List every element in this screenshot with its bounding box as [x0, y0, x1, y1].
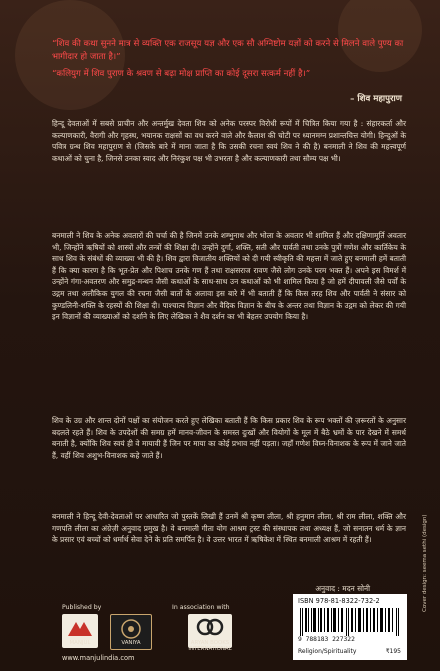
- avatar-paragraph: बनमाली ने शिव के अनेक अवतारों की चर्चा की है जिनमें उनके शम्भुनाथ और भोला के अवतार भी शामिल हैं और दक्षिणामूर्ति अवतार भी, जिन्होंने ऋषियों को शास्त्रों और तन्त्रों की शिक्षा दी। उन्होंने दुर्गा, शक्ति, सती और पार्वती तथा उनके पुत्रों गणेश और कार्तिकेय के साथ शिव के संबंधों की व्याख्या भी की है। शिव द्वारा विजातीय शक्तियों को दी गयी स्वीकृति की महत्ता में जाते हुए बनमाली हमें बताती हैं कि क्या कारण है कि भूत-प्रेत और पिशाच उनके गण हैं तथा राक्षसराज रावण जैसे लोग उनके परम भक्त हैं। अपने इस विमर्श में उन्होंने गंगा-अवतरण और समुद्र-मन्थन जैसी कथाओं के साथ-साथ उन कथाओं को भी शामिल किया है जो हमें दीपावली जैसे पर्वों के उद्गम तथा अलौकिक युगल की रचना जैसी बातों के अलावा इस बारे में भी बताती हैं कि किस तरह शिव और पार्वती ने संसार को कुण्डलिनी-शक्ति के रहस्यों की शिक्षा दी। पाश्चात्य विज्ञान और वैदिक विज्ञान के बीच के अन्तर तथा विज्ञान के उद्गम को लेकर की गयी इन विज्ञानों की व्याख्याओं को दर्शाने के लिए लेखिका ने शैव दर्शन का भी बेहतर उपयोग किया है।: [52, 231, 406, 322]
- book-price: ₹195: [385, 648, 401, 655]
- cover-design-credit: Cover design: seema sethi (design): [422, 514, 428, 612]
- barcode-panel: [293, 594, 407, 660]
- kali-yuga-quote: “कलियुग में शिव पुराण के श्रवण से बढ़ा मोक्ष प्राप्ति का कोई दूसरा सत्कर्म नहीं है।”: [52, 69, 311, 79]
- aryan-caption: ARYAN BOOKS INTERNATIONAL: [188, 640, 232, 652]
- intro-paragraph: हिन्दू देवताओं में सबसे प्राचीन और अन्तर्मुख देवता शिव को अनेक परस्पर विरोधी रूपों में चित्रित किया गया है : संहारकर्ता और कल्याणकारी, वैरागी और गृहस्थ, भयानक राक्षसों का वध करने वाले और कैलाश की चोटी पर ध्यानमग्न प्रशान्तचित्त योगी। हिन्दुओं के पवित्र ग्रन्थ शिव महापुराण से (जिसके बारे में माना जाता है कि उसकी रचना स्वयं शिव ने की है) बनमाली ने शिव की महत्त्वपूर्ण कथाओं को चुना है, जिनसे उनका स्वाद और निरंकुश पक्ष भी उभरता है और कल्याणकारी तथा सौम्य पक्ष भी।: [52, 119, 406, 163]
- fierce-peaceful-paragraph: शिव के उग्र और शान्त दोनों पक्षों का संयोजन करते हुए लेखिका बताती हैं कि किस प्रकार शिव के रूप भक्तों की ज़रूरतों के अनुसार बदलते रहते हैं। शिव के उपदेशों की समग्र हमें मानव-जीवन के समस्त दुःखों और वियोगों के मूल में बैठे भ्रमों के पार देखने में समर्थ बनाती है, क्योंकि शिव स्वयं ही वे मायावी हैं जिन पर माया का कोई प्रभाव नहीं पड़ता। जहाँ गणेश विघ्न-विनाशक के रूप में जाने जाते हैं, वहीं शिव अशुभ-विनाशक कहे जाते हैं।: [52, 416, 406, 460]
- translator-credit: अनुवाद : मदन सोनी: [315, 584, 370, 593]
- top-quote: “शिव की कथा सुनने मात्र से व्यक्ति एक राजसूय यज्ञ और एक सौ अग्निष्टोम यज्ञों को करने से मिलने वाले पुण्य का भागीदार हो जाता है।”: [52, 39, 404, 62]
- barcode-number: 9 788183 227322: [298, 636, 355, 643]
- author-bio-paragraph: बनमाली ने हिन्दू देवी-देवताओं पर आधारित जो पुस्तकें लिखी हैं उनमें श्री कृष्ण लीला, श्री हनुमान लीला, श्री राम लीला, शक्ति और गणपति लीला का अंग्रेज़ी अनुवाद प्रमुख है। वे बनमाली गीता योग आश्रम ट्रस्ट की संस्थापक तथा अध्यक्ष हैं, जो सनातन धर्म के ज्ञान के प्रसार एवं बच्चों को धर्मार्थ सेवा देने के प्रति समर्पित है। वे उत्तर भारत में ऋषिकेश में स्थित बनमाली आश्रम में रहती हैं।: [52, 512, 406, 545]
- published-by-label: Published by: [62, 604, 102, 611]
- barcode-image: [299, 608, 401, 636]
- manjul-caption: MANJUL: [69, 640, 91, 646]
- book-category: Religion/Spirituality: [298, 648, 357, 655]
- quote-attribution: – शिव महापुराण: [350, 94, 402, 104]
- isbn-text: ISBN 978-81-8322-732-2: [298, 597, 380, 605]
- vaniya-caption: VANIYA: [121, 640, 141, 646]
- publisher-website: www.manjulindia.com: [62, 654, 135, 662]
- in-association-label: In association with: [172, 604, 230, 611]
